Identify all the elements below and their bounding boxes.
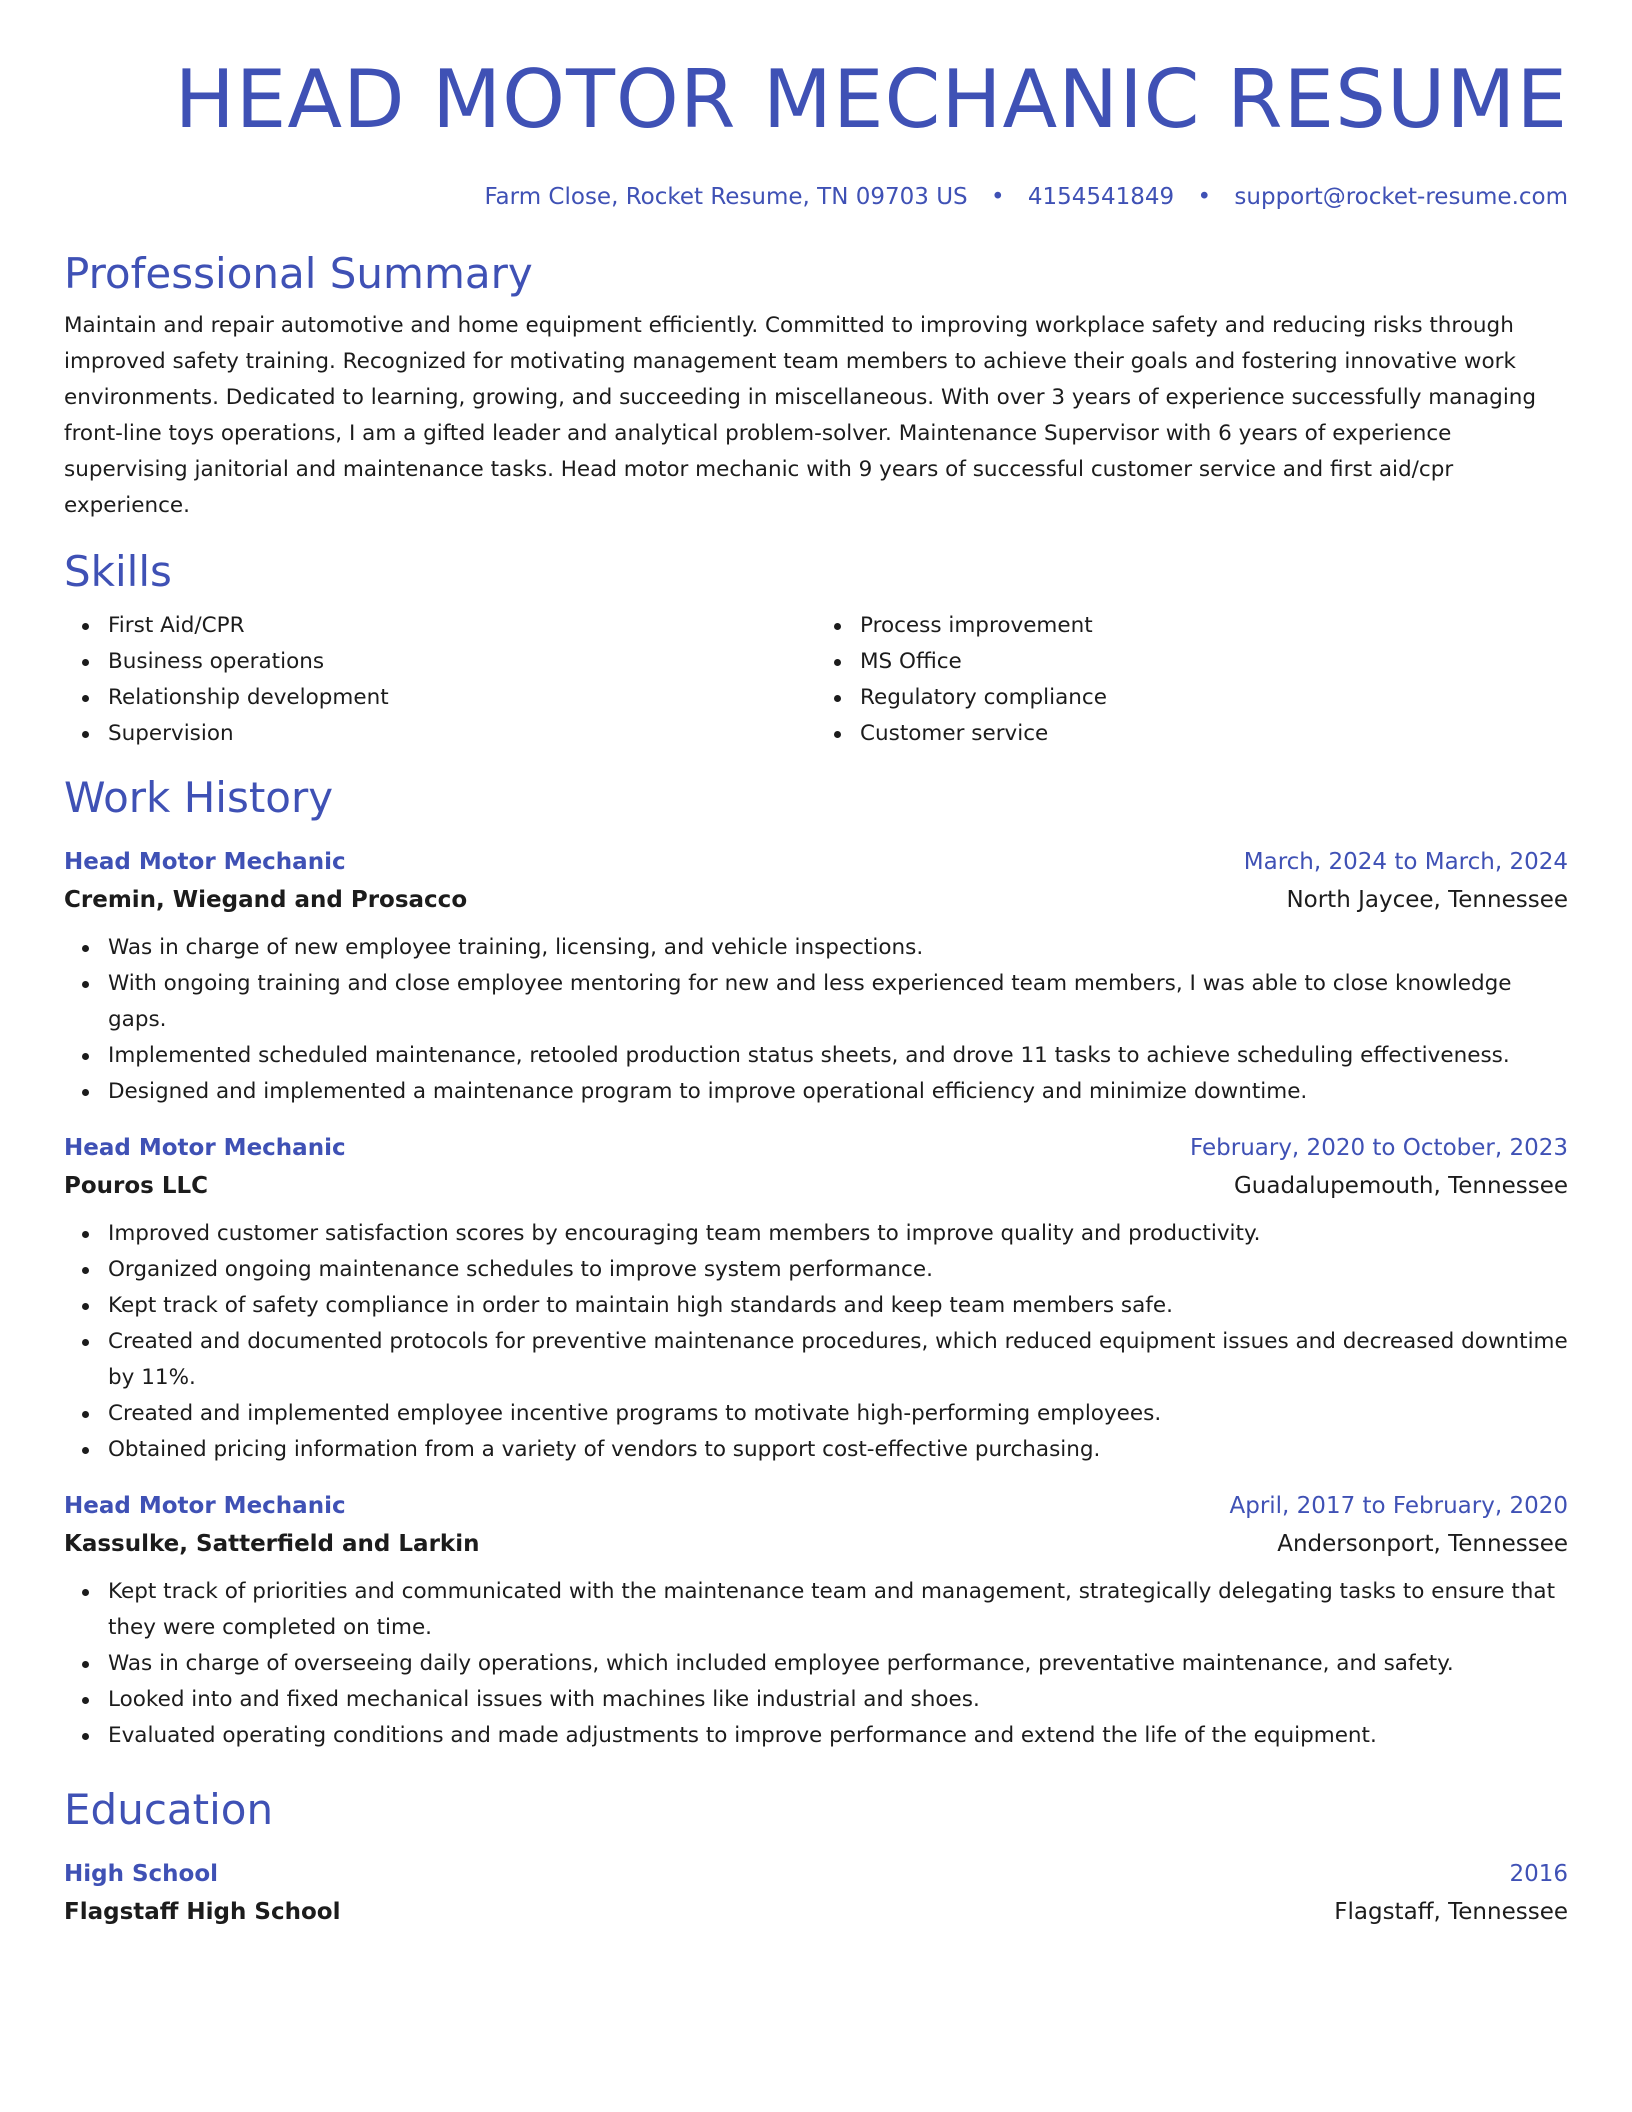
summary-text: Maintain and repair automotive and home equipment efficiently. Committed to improving workplace safety and reducing risks through improved safety training. Recognized for motivating management team members to achieve their goals and fostering innovative work environments. Dedicated to learning, growing, and succeeding in miscellaneous. With over 3 years of experience successfully managing front-line toys operations, I am a gifted leader and analytical problem-solver. Maintenance Supervisor with 6 years of experience supervising janitorial and maintenance tasks. Head motor mechanic with 9 years of successful customer service and first aid/cpr experience. xyxy=(64,313,1537,518)
job-bullet: Kept track of safety compliance in order to maintain high standards and keep team members safe. xyxy=(108,1288,1568,1324)
skills-heading: Skills xyxy=(64,547,172,596)
skill-item: Business operations xyxy=(108,644,816,680)
education-year: 2016 xyxy=(1509,1861,1568,1887)
job-company-row xyxy=(64,1166,1568,1206)
job-bullet: Evaluated operating conditions and made adjustments to improve performance and extend the life of the equipment. xyxy=(108,1718,1568,1754)
job-location: North Jaycee, Tennessee xyxy=(1286,887,1568,913)
job-location: Guadalupemouth, Tennessee xyxy=(1233,1173,1568,1199)
job-entry xyxy=(64,1488,1568,1754)
education-school-row xyxy=(64,1892,1568,1932)
job-bullet: Improved customer satisfaction scores by encouraging team members to improve quality and productivity. xyxy=(108,1216,1568,1252)
job-position: Head Motor Mechanic xyxy=(64,849,346,875)
summary-heading: Professional Summary xyxy=(64,249,533,298)
education-entry xyxy=(64,1856,1568,1932)
job-bullet: Created and documented protocols for preventive maintenance procedures, which reduced equipment issues and decreased downtime by 11%. xyxy=(108,1324,1568,1396)
job-header-row xyxy=(64,1488,1568,1524)
contact-separator: • xyxy=(1197,184,1212,210)
contact-line xyxy=(64,182,1568,212)
job-company: Kassulke, Satterfield and Larkin xyxy=(64,1531,480,1557)
contact-phone: 4154541849 xyxy=(1027,184,1175,210)
work-history-heading: Work History xyxy=(64,773,334,822)
skills-grid xyxy=(64,608,1568,752)
job-bullet: Implemented scheduled maintenance, retooled production status sheets, and drove 11 tasks to achieve scheduling effectiveness. xyxy=(108,1038,1568,1074)
education-location: Flagstaff, Tennessee xyxy=(1334,1899,1568,1925)
job-bullet: Created and implemented employee incentive programs to motivate high-performing employees. xyxy=(108,1396,1568,1432)
job-company: Pouros LLC xyxy=(64,1173,209,1199)
contact-email: support@rocket-resume.com xyxy=(1234,184,1568,210)
job-entry xyxy=(64,844,1568,1110)
job-position: Head Motor Mechanic xyxy=(64,1493,346,1519)
job-position: Head Motor Mechanic xyxy=(64,1135,346,1161)
resume-title: HEAD MOTOR MECHANIC RESUME xyxy=(174,53,1568,146)
job-bullet: Obtained pricing information from a variety of vendors to support cost-effective purchasing. xyxy=(108,1432,1568,1468)
job-bullet: Designed and implemented a maintenance program to improve operational efficiency and minimize downtime. xyxy=(108,1074,1568,1110)
contact-address: Farm Close, Rocket Resume, TN 09703 US xyxy=(484,184,968,210)
skills-list-right xyxy=(816,608,1568,752)
skill-item: Relationship development xyxy=(108,680,816,716)
skill-item: Supervision xyxy=(108,716,816,752)
skill-item: Customer service xyxy=(860,716,1568,752)
job-bullets xyxy=(64,1216,1568,1468)
job-bullets xyxy=(64,1574,1568,1754)
skill-item: MS Office xyxy=(860,644,1568,680)
skills-list-left xyxy=(64,608,816,752)
job-dates: April, 2017 to February, 2020 xyxy=(1229,1493,1568,1519)
job-company-row xyxy=(64,880,1568,920)
skill-item: Process improvement xyxy=(860,608,1568,644)
skill-item: First Aid/CPR xyxy=(108,608,816,644)
job-company: Cremin, Wiegand and Prosacco xyxy=(64,887,468,913)
job-dates: February, 2020 to October, 2023 xyxy=(1190,1135,1568,1161)
job-entry xyxy=(64,1130,1568,1468)
education-heading: Education xyxy=(64,1785,274,1834)
job-company-row xyxy=(64,1524,1568,1564)
education-header-row xyxy=(64,1856,1568,1892)
job-bullet: Was in charge of overseeing daily operations, which included employee performance, preventative maintenance, and safety. xyxy=(108,1646,1568,1682)
education-school: Flagstaff High School xyxy=(64,1899,341,1925)
job-dates: March, 2024 to March, 2024 xyxy=(1243,849,1568,875)
job-bullet: With ongoing training and close employee mentoring for new and less experienced team members, I was able to close knowledge gaps. xyxy=(108,966,1568,1038)
skill-item: Regulatory compliance xyxy=(860,680,1568,716)
job-bullet: Kept track of priorities and communicated with the maintenance team and management, strategically delegating tasks to ensure that they were completed on time. xyxy=(108,1574,1568,1646)
job-bullets xyxy=(64,930,1568,1110)
job-header-row xyxy=(64,844,1568,880)
job-bullet: Looked into and fixed mechanical issues with machines like industrial and shoes. xyxy=(108,1682,1568,1718)
job-bullet: Organized ongoing maintenance schedules to improve system performance. xyxy=(108,1252,1568,1288)
contact-separator: • xyxy=(990,184,1005,210)
job-bullet: Was in charge of new employee training, licensing, and vehicle inspections. xyxy=(108,930,1568,966)
education-degree: High School xyxy=(64,1861,219,1887)
job-location: Andersonport, Tennessee xyxy=(1277,1531,1568,1557)
job-header-row xyxy=(64,1130,1568,1166)
